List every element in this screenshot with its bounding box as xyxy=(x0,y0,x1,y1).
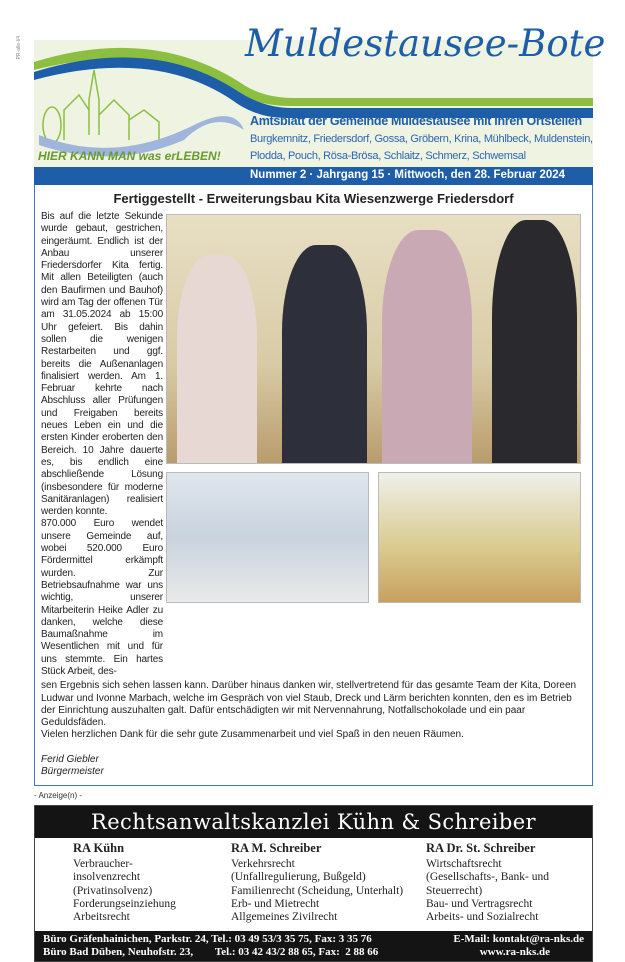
practice-area: insolvenzrecht xyxy=(73,871,141,884)
office-address-2: Büro Bad Düben, Neuhofstr. 23, Tel.: 03 42 43/2 88 65, Fax: 2 88 66 xyxy=(43,945,379,958)
article-paragraph: sen Ergebnis sich sehen lassen kann. Darüber hinaus danken wir, stellvertretend für das gesamte Team der Kita, Doreen Ludwar und Ivonne Marbach, welche im Gespräch von viel Staub, Dreck und Lärm berichten konnten, den es im Betrieb der Einrichtung auszuhalten galt. Dafür entschädigten wir mit Nervennahrung, Notfallschokolade und ein paar Geduldsfäden. xyxy=(41,680,577,729)
article-row xyxy=(41,211,586,678)
article-photos xyxy=(166,214,581,603)
districts-line-1: Burgkemnitz, Friedersdorf, Gossa, Gröbern, Krina, Mühlbeck, Muldenstein, xyxy=(250,133,593,145)
ad-column-m-schreiber xyxy=(231,842,426,925)
newspaper-subtitle: Amtsblatt der Gemeinde Muldestausee mit ihren Ortsteilen xyxy=(250,114,582,128)
town-skyline-icon xyxy=(43,70,159,143)
ad-label: - Anzeige(n) - xyxy=(34,790,83,800)
issue-info: Nummer 2 · Jahrgang 15 · Mittwoch, den 28. Februar 2024 xyxy=(250,169,566,181)
article-column-text xyxy=(41,211,163,678)
article-paragraph: Bis auf die letzte Sekunde wurde gebaut, gestrichen, eingeräumt. Endlich ist der Anbau unserer Friedersdorfer Kita fertig. Mit allen Beteiligten (auch den Baufirmen und Bauhof) wird am Tag der offenen Tür am 31.05.2024 ab 15:00 Uhr gefeiert. Bis dahin sollen die wenigen Restarbeiten und ggf. bereits die Außenanlagen finalisiert werden. Am 1. Februar kehrte nach Abschluss aller Prüfungen und Freigaben bereits neues Leben ein und die ersten Kinder eroberten den Bereich. 10 Jahre dauerte es, bis endlich eine abschließende Lösung (insbesondere für moderne Sanitäranlagen) realisiert werden konnte. xyxy=(41,211,163,518)
content-flow xyxy=(34,185,593,962)
ad-column-kuehn xyxy=(73,842,231,925)
lawyer-name: RA Kühn xyxy=(73,840,125,855)
signature-title: Bürgermeister xyxy=(41,766,104,778)
practice-area: Wirtschaftsrecht xyxy=(426,858,502,871)
law-firm-ad xyxy=(34,805,593,962)
practice-area: Verkehrsrecht xyxy=(231,858,295,871)
website-link[interactable]: www.ra-nks.de xyxy=(479,945,550,958)
article-box xyxy=(34,185,593,786)
practice-area: (Unfallregulierung, Bußgeld) xyxy=(231,871,366,884)
practice-area: Forderungseinziehung xyxy=(73,897,176,910)
photo-children-at-table xyxy=(378,472,581,603)
email-link[interactable]: E-Mail: kontakt@ra-nks.de xyxy=(453,932,584,945)
practice-area: Steuerrecht) xyxy=(426,884,483,897)
practice-area: Arbeits- und Sozialrecht xyxy=(426,911,539,924)
ad-column-st-schreiber xyxy=(426,842,586,925)
districts-line-2: Plodda, Pouch, Rösa-Brösa, Schlaitz, Schmerz, Schwemsal xyxy=(250,150,526,162)
signature xyxy=(41,754,586,779)
signature-name: Ferid Giebler xyxy=(41,753,99,765)
side-print-code: PR-alle-l/4 xyxy=(16,36,22,60)
article-paragraph: Vielen herzlichen Dank für die sehr gute Zusammenarbeit und viel Spaß in den neuen Räumen. xyxy=(41,729,464,741)
photo-group-with-flowers xyxy=(166,214,581,464)
practice-area: Erb- und Mietrecht xyxy=(231,897,320,910)
practice-area: Bau- und Vertragsrecht xyxy=(426,897,533,910)
article-paragraph: 870.000 Euro wendet unsere Gemeinde auf, wobei 520.000 Euro Fördermittel erkämpft wurden. Zur Betriebsaufnahme war uns wichtig, unserer Mitarbeiterin Heike Adler zu danken, welche diese Baumaßnahme im Wesentlichen mit und für uns stemmte. Ein hartes Stück Arbeit, des- xyxy=(41,518,163,677)
practice-area: (Gesellschafts-, Bank- und xyxy=(426,871,549,884)
lawyer-name: RA M. Schreiber xyxy=(231,840,322,855)
ad-contact-footer xyxy=(35,931,592,961)
practice-area: Arbeitsrecht xyxy=(73,911,130,924)
office-address-1: Büro Gräfenhainichen, Parkstr. 24, Tel.: 03 49 53/3 35 75, Fax: 3 35 76 xyxy=(43,932,372,945)
practice-area: (Privatinsolvenz) xyxy=(73,884,153,897)
photo-washroom xyxy=(166,472,369,603)
newspaper-title: Muldestausee-Bote xyxy=(245,22,606,65)
practice-area: Verbraucher- xyxy=(73,858,133,871)
practice-area: Allgemeines Zivilrecht xyxy=(231,911,338,924)
article-headline: Fertiggestellt - Erweiterungsbau Kita Wiesenzwerge Friedersdorf xyxy=(113,191,514,206)
article-full-width-text xyxy=(41,680,586,741)
practice-area: Familienrecht (Scheidung, Unterhalt) xyxy=(231,884,404,897)
slogan: HIER KANN MAN was erLEBEN! xyxy=(38,149,221,163)
lawyer-name: RA Dr. St. Schreiber xyxy=(426,840,536,855)
ad-title: Rechtsanwaltskanzlei Kühn & Schreiber xyxy=(35,806,592,838)
